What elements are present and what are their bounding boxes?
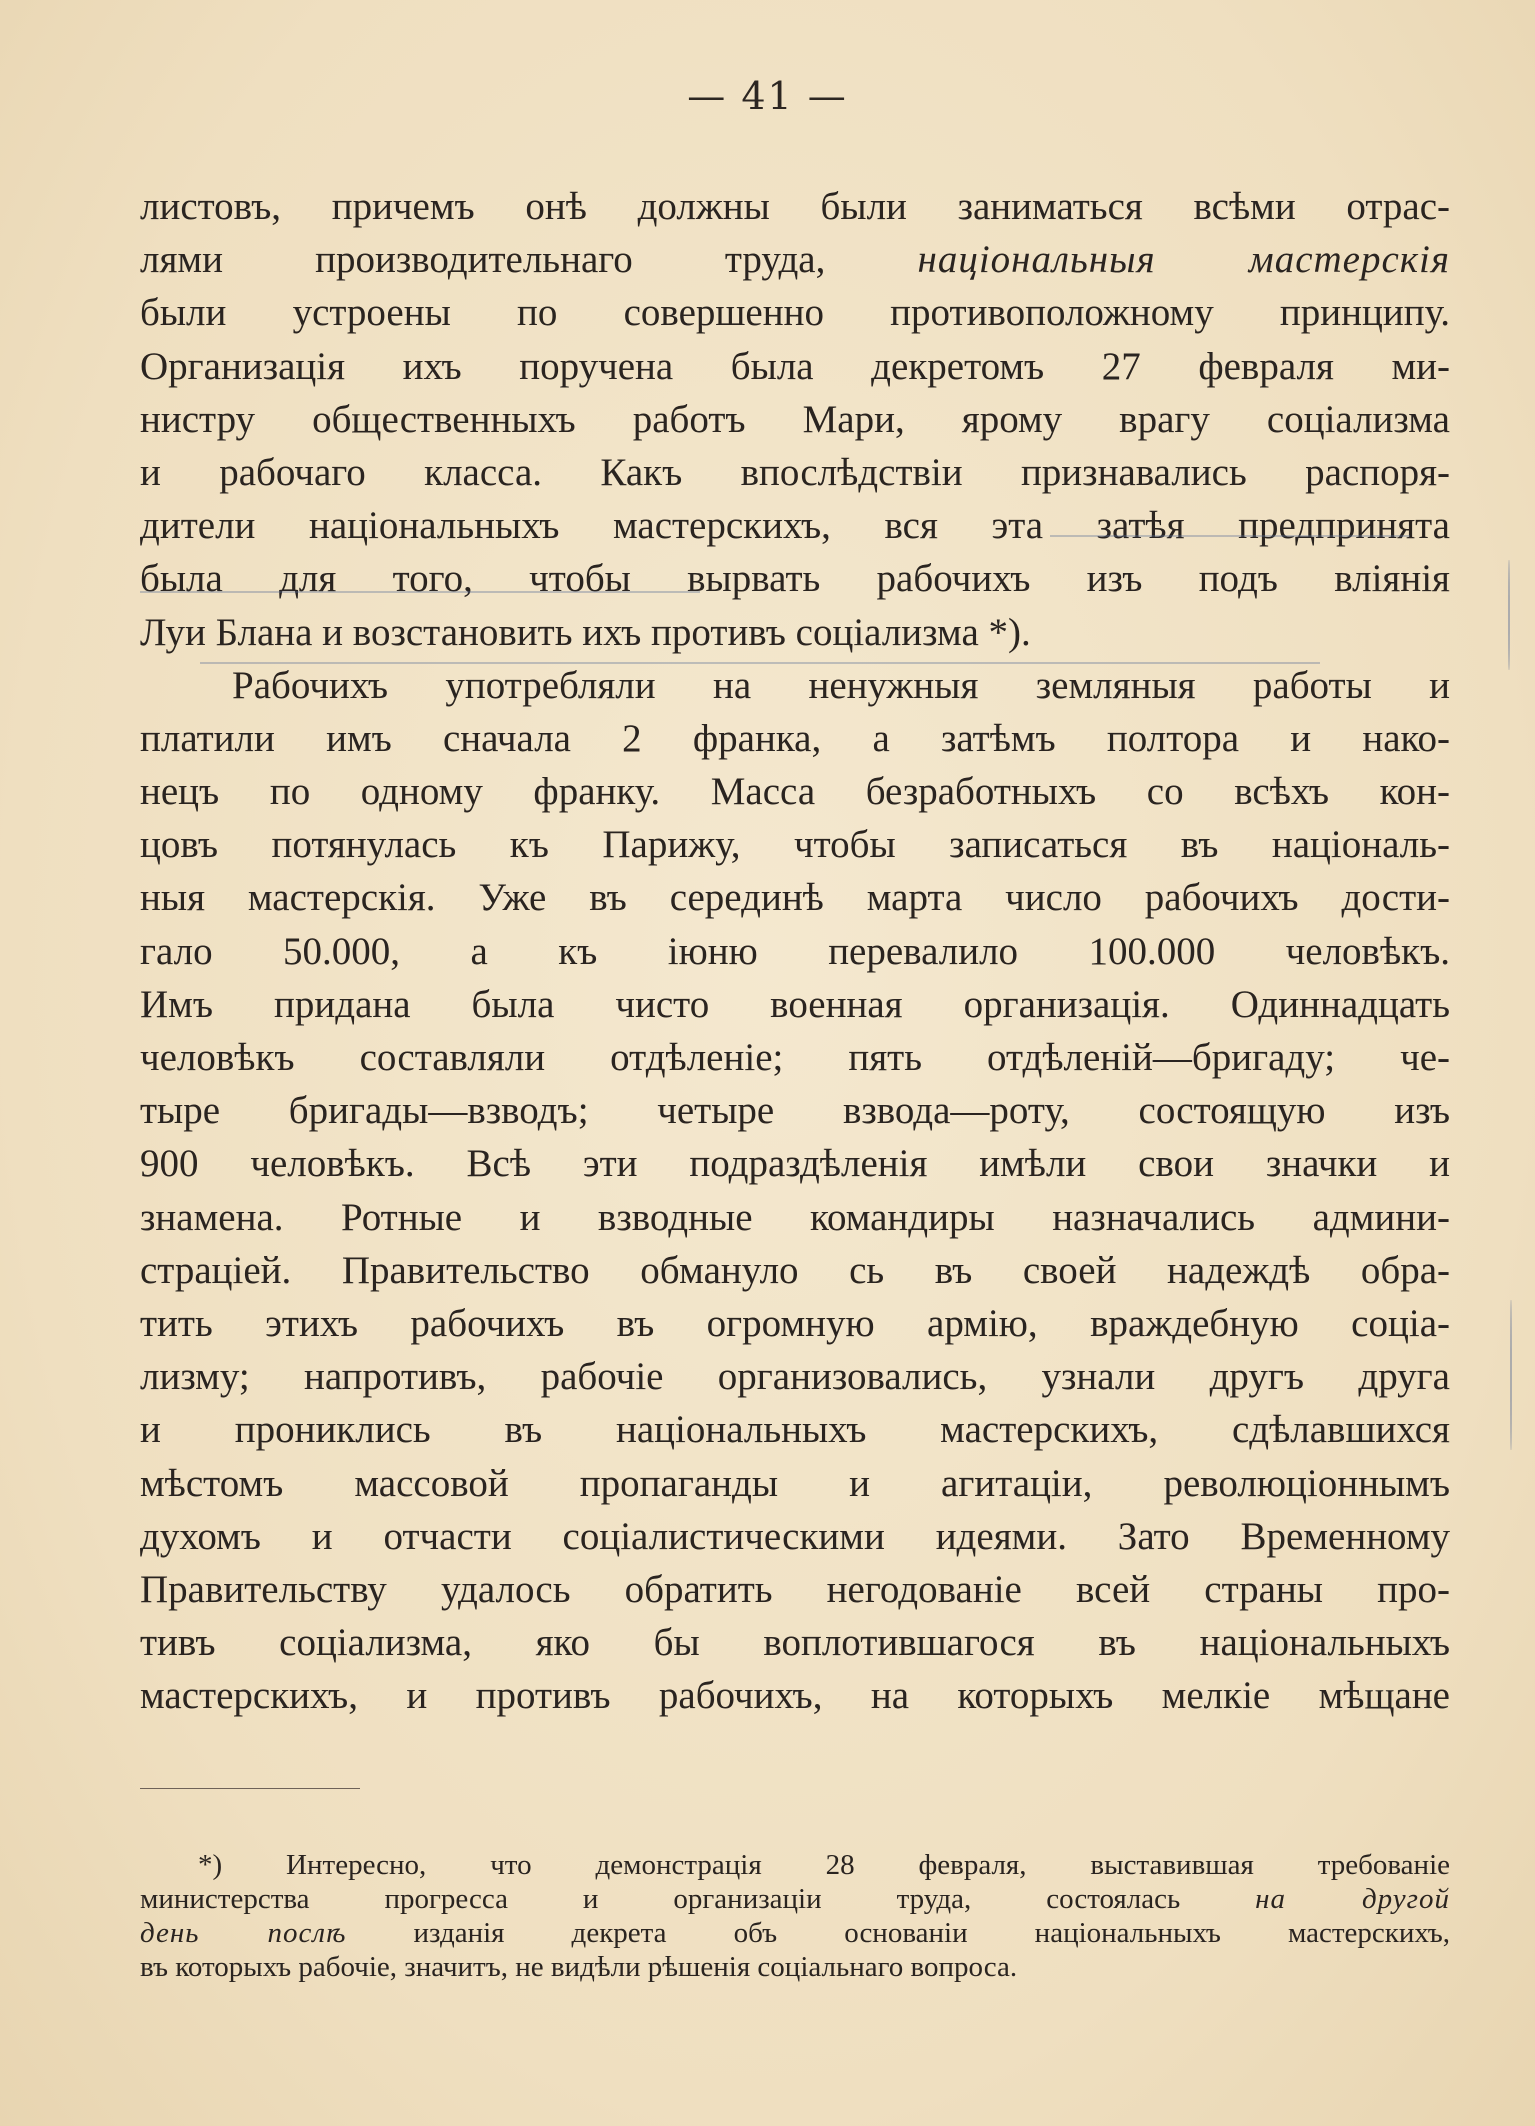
- pencil-underline: [1050, 535, 1410, 537]
- footnote-fragment: министерства прогресса и организаціи труда, состоялась: [140, 1883, 1181, 1915]
- page-number: — 41 —: [687, 74, 848, 118]
- pencil-underline: [140, 591, 700, 593]
- text-line: и рабочаго класса. Какъ впослѣдствіи признавались распоря-: [140, 450, 1450, 494]
- text-line: лизму; напротивъ, рабочіе организовались, узнали другъ друга: [140, 1355, 1450, 1399]
- pencil-underline: [200, 662, 1320, 664]
- footnote-divider: [140, 1788, 360, 1789]
- text-line: Организація ихъ поручена была декретомъ 27 февраля ми-: [140, 344, 1450, 388]
- footnote-line: [140, 1882, 1450, 1916]
- footnote: [140, 1848, 1450, 1984]
- text-line: [140, 233, 1450, 286]
- text-line: мастерскихъ, и противъ рабочихъ, на которыхъ мелкіе мѣщане: [140, 1674, 1450, 1718]
- text-line: духомъ и отчасти соціалистическими идеями. Зато Временному: [140, 1514, 1450, 1558]
- text-line: гало 50.000, а къ іюню перевалило 100.000 человѣкъ.: [140, 929, 1450, 973]
- text-line: 900 человѣкъ. Всѣ эти подраздѣленія имѣли свои значки и: [140, 1142, 1450, 1186]
- text-line: Луи Блана и возстановить ихъ противъ соціализма *).: [140, 610, 1031, 654]
- text-line: нистру общественныхъ работъ Мари, ярому врагу соціализма: [140, 397, 1450, 441]
- text-line: тить этихъ рабочихъ въ огромную армію, враждебную соціа-: [140, 1301, 1450, 1345]
- main-text: [140, 180, 1450, 1722]
- pencil-margin-mark: [1510, 1300, 1512, 1450]
- text-fragment: лями производительнаго труда,: [140, 238, 826, 282]
- text-line: мѣстомъ массовой пропаганды и агитаціи, революціоннымъ: [140, 1461, 1450, 1505]
- text-line: дители національныхъ мастерскихъ, вся эта затѣя предпринята: [140, 504, 1450, 548]
- text-line: тивъ соціализма, яко бы воплотившагося въ національныхъ: [140, 1621, 1450, 1665]
- italic-emphasis: на другой: [1255, 1883, 1450, 1915]
- footnote-line: въ которыхъ рабочіе, значитъ, не видѣли рѣшенія соціальнаго вопроса.: [140, 1951, 1018, 1983]
- footnote-fragment: изданія декрета объ основаніи національныхъ мастерскихъ,: [413, 1917, 1451, 1949]
- text-line: ныя мастерскія. Уже въ серединѣ марта число рабочихъ дости-: [140, 876, 1450, 920]
- text-line: человѣкъ составляли отдѣленіе; пять отдѣленій—бригаду; че-: [140, 1036, 1450, 1079]
- text-line: Правительству удалось обратить негодованіе всей страны про-: [140, 1567, 1450, 1611]
- text-line: нецъ по одному франку. Масса безработныхъ со всѣхъ кон-: [140, 770, 1450, 814]
- footnote-line: [140, 1916, 1450, 1950]
- text-line: тыре бригады—взводъ; четыре взвода—роту, состоящую изъ: [140, 1089, 1450, 1133]
- text-line: были устроены по совершенно противоположному принципу.: [140, 291, 1450, 335]
- text-line: цовъ потянулась къ Парижу, чтобы записаться въ національ-: [140, 823, 1450, 867]
- text-line: листовъ, причемъ онѣ должны были заниматься всѣми отрас-: [140, 185, 1450, 228]
- text-line: была для того, чтобы вырвать рабочихъ изъ подъ вліянія: [140, 557, 1450, 601]
- text-line: Имъ придана была чисто военная организація. Одиннадцать: [140, 982, 1450, 1026]
- text-line: и прониклись въ національныхъ мастерскихъ, сдѣлавшихся: [140, 1408, 1450, 1452]
- text-line: платили имъ сначала 2 франка, а затѣмъ полтора и нако-: [140, 716, 1450, 760]
- pencil-margin-mark: [1508, 560, 1510, 670]
- text-line: страціей. Правительство обмануло сь въ своей надеждѣ обра-: [140, 1248, 1450, 1292]
- italic-emphasis: день послѣ: [140, 1917, 347, 1949]
- text-line: Рабочихъ употребляли на ненужныя земляныя работы и: [232, 663, 1450, 707]
- footnote-line: *) Интересно, что демонстрація 28 февраля, выставившая требованіе: [198, 1849, 1450, 1881]
- italic-emphasis: національныя мастерскія: [917, 238, 1450, 282]
- text-line: знамена. Ротные и взводные командиры назначались админи-: [140, 1195, 1450, 1239]
